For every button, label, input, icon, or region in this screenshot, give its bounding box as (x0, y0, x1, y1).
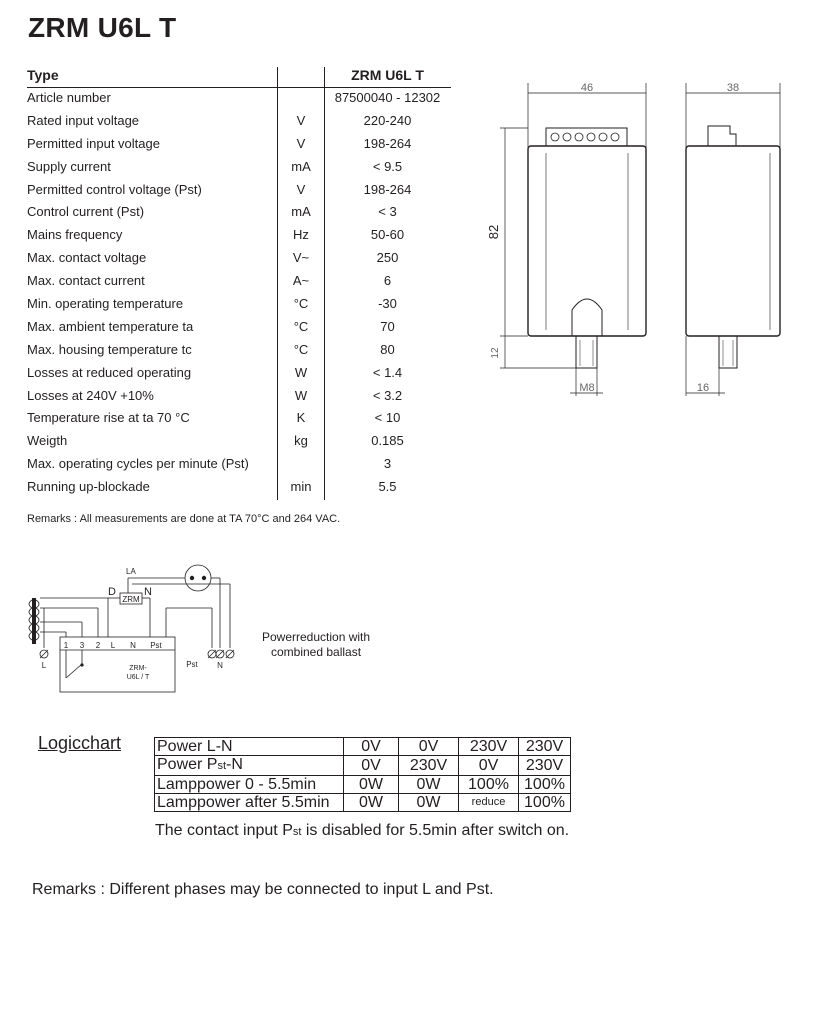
logic-row-label: Lamppower 0 - 5.5min (155, 776, 344, 794)
logic-cell: 0V (344, 738, 399, 756)
spec-value: 220-240 (363, 112, 412, 128)
lamp-label: LA (126, 567, 136, 576)
logicchart-title: Logicchart (38, 733, 122, 753)
spec-header-model: ZRM U6L T (351, 67, 424, 83)
logic-cell: reduce (459, 794, 519, 812)
spec-unit: mA (291, 158, 311, 174)
contact-note-before: The contact input P (155, 822, 293, 839)
zrm-label: ZRM (122, 595, 140, 604)
logic-row-label: Power L-N (155, 738, 344, 756)
logic-row (155, 776, 571, 794)
spec-unit: A~ (292, 273, 310, 289)
transformer-core (32, 598, 36, 644)
logic-cell: 100% (519, 776, 571, 794)
spec-row (27, 270, 451, 293)
spec-unit: K (296, 410, 306, 426)
spec-row (27, 247, 451, 270)
spec-label: Max. ambient temperature ta (27, 318, 194, 334)
terminal-n: N (130, 641, 136, 650)
logic-cell: 230V (399, 756, 459, 776)
spec-row (27, 201, 451, 224)
spec-value: < 3 (378, 204, 397, 220)
spec-row (27, 293, 451, 316)
wiring-caption-line2: combined ballast (271, 645, 362, 659)
d-label: D (108, 586, 116, 598)
page-title: ZRM U6L T (28, 12, 177, 43)
spec-label: Mains frequency (27, 227, 123, 243)
spec-unit: °C (293, 296, 309, 312)
spec-value: 250 (376, 250, 399, 266)
logic-cell: 0W (344, 794, 399, 812)
spec-value: 3 (383, 456, 392, 472)
logic-cell: 0V (459, 756, 519, 776)
stud-length-label: 12 (490, 347, 501, 359)
dimension-drawing (486, 78, 790, 403)
logic-cell: 0V (344, 756, 399, 776)
spec-label: Max. operating cycles per minute (Pst) (27, 456, 249, 472)
logic-cell: 0W (344, 776, 399, 794)
logic-cell: 0V (399, 738, 459, 756)
width-front-label: 46 (580, 82, 594, 94)
spec-header-type: Type (27, 67, 59, 83)
logic-row-label: Lamppower after 5.5min (155, 794, 344, 812)
spec-row (27, 133, 451, 156)
height-label: 82 (486, 224, 501, 240)
spec-label: Running up-blockade (27, 479, 150, 495)
spec-value: 6 (383, 273, 392, 289)
terminal-2: 2 (95, 641, 101, 650)
spec-row (27, 430, 451, 453)
wiring-caption (262, 630, 370, 660)
thread-label: M8 (579, 382, 595, 394)
spec-label: Rated input voltage (27, 112, 140, 128)
terminal-3: 3 (79, 641, 85, 650)
logic-row (155, 738, 571, 756)
wiring-caption-line1: Powerreduction with (262, 630, 371, 644)
spec-row (27, 224, 451, 247)
spec-row (27, 156, 451, 179)
logic-cell: 230V (519, 738, 571, 756)
bottom-n-label: N (217, 661, 223, 670)
logic-label-main: Power P (157, 756, 218, 773)
spec-row (27, 110, 451, 133)
spec-value: 87500040 - 12302 (334, 90, 441, 105)
spec-unit: Hz (293, 227, 309, 243)
spec-unit: kg (294, 433, 308, 449)
contact-note (155, 822, 569, 840)
pst-label: Pst (186, 660, 198, 669)
spec-label: Permitted input voltage (27, 135, 160, 151)
spec-unit: W (294, 387, 308, 403)
lamp-symbol (185, 565, 211, 591)
spec-value: 50-60 (370, 227, 405, 243)
logic-label-sub: st (217, 760, 227, 772)
spec-unit: °C (293, 318, 309, 334)
wiring-diagram (20, 560, 250, 700)
terminal-pst: Pst (150, 641, 162, 650)
spec-label: Losses at reduced operating (27, 364, 192, 380)
spec-value: < 9.5 (372, 158, 403, 174)
logic-cell: 0W (399, 776, 459, 794)
device-name-line2: U6L / T (126, 674, 150, 681)
spec-label: Temperature rise at ta 70 °C (27, 410, 190, 426)
spec-header-row (27, 67, 451, 87)
logic-cell: 100% (519, 794, 571, 812)
spec-label: Control current (Pst) (27, 204, 145, 220)
spec-unit: V (296, 181, 306, 197)
spec-value: -30 (378, 296, 397, 312)
spec-label: Permitted control voltage (Pst) (27, 181, 202, 197)
spec-row (27, 362, 451, 385)
terminal-l: L (110, 641, 116, 650)
spec-value: 80 (380, 341, 395, 357)
spec-unit: °C (293, 341, 309, 357)
logic-cell: 230V (459, 738, 519, 756)
spec-label: Losses at 240V +10% (27, 387, 154, 403)
spec-value: 5.5 (378, 479, 397, 495)
spec-value: 0.185 (371, 433, 404, 449)
spec-label: Min. operating temperature (27, 296, 184, 312)
spec-row (27, 453, 451, 476)
logic-label-rest: -N (226, 756, 243, 773)
logic-row (155, 756, 571, 776)
spec-value: 70 (380, 318, 395, 334)
terminal-1: 1 (63, 641, 69, 650)
spec-unit: min (290, 479, 312, 495)
spec-label: Supply current (27, 158, 111, 174)
spec-label: Article number (27, 90, 111, 105)
spec-row (27, 316, 451, 339)
n-label: N (144, 586, 152, 598)
spec-value: < 3.2 (372, 387, 403, 403)
spec-label: Max. housing temperature tc (27, 341, 192, 357)
spec-label: Max. contact voltage (27, 250, 147, 266)
spec-unit: V~ (292, 250, 310, 266)
spec-row (27, 87, 451, 110)
logic-row (155, 794, 571, 812)
spec-row (27, 339, 451, 362)
spec-unit: W (294, 364, 308, 380)
remarks-measurements: Remarks : All measurements are done at TA 70°C and 264 VAC. (27, 513, 341, 525)
side-view (686, 82, 780, 396)
contact-note-after: is disabled for 5.5min after switch on. (301, 822, 570, 839)
logic-cell: 0W (399, 794, 459, 812)
side-offset-label: 16 (696, 382, 710, 394)
spec-value: < 10 (374, 410, 401, 426)
spec-value: < 1.4 (372, 364, 403, 380)
spec-row (27, 407, 451, 430)
spec-row (27, 179, 451, 202)
spec-table (27, 67, 451, 499)
spec-label: Max. contact current (27, 273, 145, 289)
bottom-l-label: L (41, 661, 47, 670)
spec-unit: V (296, 135, 306, 151)
spec-row (27, 476, 451, 499)
spec-rows (27, 87, 451, 499)
front-view (486, 82, 646, 396)
contact-note-sub: st (292, 826, 302, 838)
logic-cell: 230V (519, 756, 571, 776)
device-name-line1: ZRM- (129, 665, 147, 672)
spec-value: 198-264 (363, 181, 412, 197)
spec-row (27, 385, 451, 408)
spec-label: Weigth (27, 433, 68, 449)
logic-row-label (155, 756, 344, 776)
logic-table (154, 737, 571, 812)
spec-unit: V (296, 112, 306, 128)
remarks-phases: Remarks : Different phases may be connected to input L and Pst. (32, 881, 494, 898)
spec-value: 198-264 (363, 135, 412, 151)
spec-unit: mA (291, 204, 311, 220)
logic-cell: 100% (459, 776, 519, 794)
width-side-label: 38 (726, 82, 740, 94)
